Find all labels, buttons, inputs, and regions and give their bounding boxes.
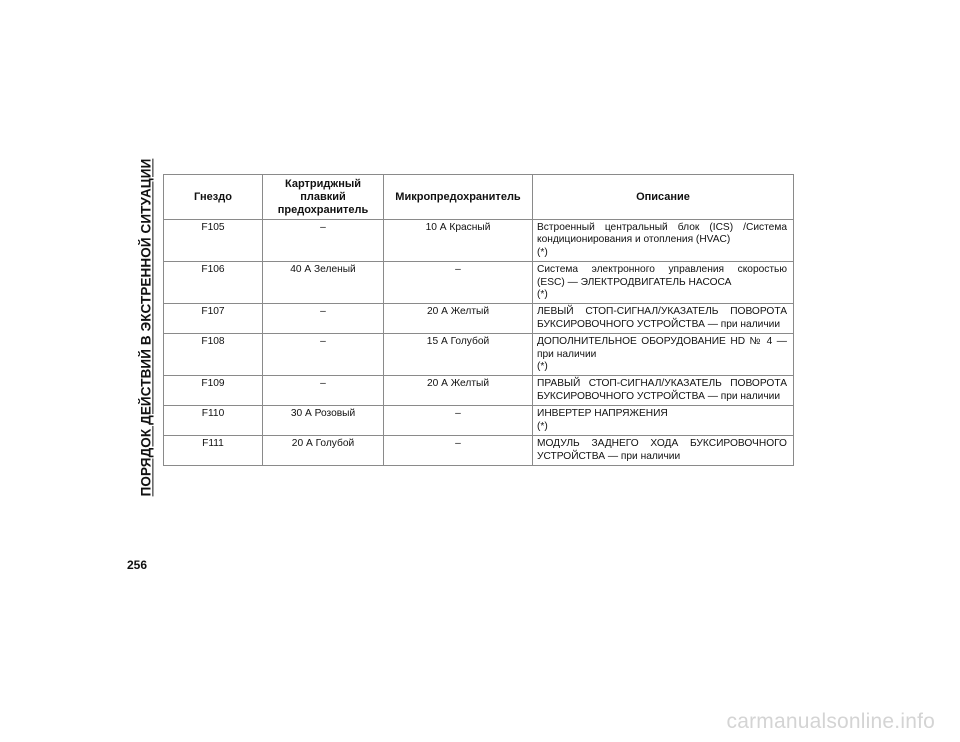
description-line: при наличии (537, 348, 597, 360)
table-row (164, 304, 794, 334)
description-line: ИНВЕРТЕР НАПРЯЖЕНИЯ (537, 408, 668, 420)
cell-cartridge: – (263, 220, 384, 262)
header-cartridge-line: плавкий (300, 190, 346, 203)
page-number: 256 (127, 558, 148, 572)
cell-micro: 15 А Голубой (384, 334, 533, 376)
table-row (164, 220, 794, 262)
cell-slot: F108 (164, 334, 263, 376)
section-title-text: ПОРЯДОК ДЕЙСТВИЙ В ЭКСТРЕННОЙ СИТУАЦИИ (138, 158, 154, 496)
fuse-table (163, 174, 794, 466)
cell-cartridge: – (263, 376, 384, 406)
description-line: БУКСИРОВОЧНОГО УСТРОЙСТВА — при наличии (537, 390, 781, 402)
header-slot: Гнездо (164, 175, 263, 220)
cell-cartridge: 20 А Голубой (263, 436, 384, 466)
cell-cartridge: – (263, 334, 384, 376)
header-cartridge-line: предохранитель (277, 203, 369, 216)
cell-description (533, 220, 794, 262)
cell-micro: 20 А Желтый (384, 376, 533, 406)
cell-slot: F106 (164, 262, 263, 304)
cell-micro: – (384, 262, 533, 304)
description-line: (ESC) — ЭЛЕКТРОДВИГАТЕЛЬ НАСОСА (537, 276, 732, 288)
cell-micro: – (384, 436, 533, 466)
table-row (164, 406, 794, 436)
cell-description (533, 262, 794, 304)
cell-description (533, 304, 794, 334)
cell-description (533, 376, 794, 406)
cell-slot: F110 (164, 406, 263, 436)
cell-slot: F107 (164, 304, 263, 334)
table-row (164, 376, 794, 406)
watermark-text: carmanualsonline.info (726, 710, 935, 733)
cell-description (533, 334, 794, 376)
description-line: (*) (537, 420, 548, 432)
description-line: (*) (537, 246, 548, 258)
header-micro-fuse: Микропредохранитель (384, 175, 533, 220)
description-line: БУКСИРОВОЧНОГО УСТРОЙСТВА — при наличии (537, 318, 781, 330)
header-description: Описание (533, 175, 794, 220)
header-cartridge-line: Картриджный (285, 177, 361, 190)
cell-cartridge: 30 А Розовый (263, 406, 384, 436)
cell-cartridge: – (263, 304, 384, 334)
description-line: МОДУЛЬ ЗАДНЕГО ХОДА БУКСИРОВОЧНОГО (537, 438, 787, 450)
cell-slot: F111 (164, 436, 263, 466)
section-title-vertical (136, 158, 156, 496)
description-line: Встроенный центральный блок (ICS) /Система (537, 222, 787, 233)
cell-micro: 10 А Красный (384, 220, 533, 262)
header-cartridge-fuse (263, 175, 384, 220)
description-line: (*) (537, 361, 548, 373)
description-line: ЛЕВЫЙ СТОП-СИГНАЛ/УКАЗАТЕЛЬ ПОВОРОТА (537, 306, 787, 318)
table-row (164, 436, 794, 466)
description-line: (*) (537, 289, 548, 301)
cell-micro: 20 А Желтый (384, 304, 533, 334)
description-line: УСТРОЙСТВА — при наличии (537, 450, 681, 462)
description-line: ДОПОЛНИТЕЛЬНОЕ ОБОРУДОВАНИЕ HD № 4 — (537, 336, 787, 348)
table-row (164, 334, 794, 376)
table-header-row (164, 175, 794, 220)
cell-slot: F109 (164, 376, 263, 406)
description-line: ПРАВЫЙ СТОП-СИГНАЛ/УКАЗАТЕЛЬ ПОВОРОТА (537, 378, 787, 390)
cell-micro: – (384, 406, 533, 436)
description-line: Система электронного управления скоростью (537, 264, 787, 276)
cell-description (533, 436, 794, 466)
cell-description (533, 406, 794, 436)
description-line: кондиционирования и отопления (HVAC) (537, 234, 731, 246)
cell-slot: F105 (164, 220, 263, 262)
cell-cartridge: 40 А Зеленый (263, 262, 384, 304)
table-row (164, 262, 794, 304)
